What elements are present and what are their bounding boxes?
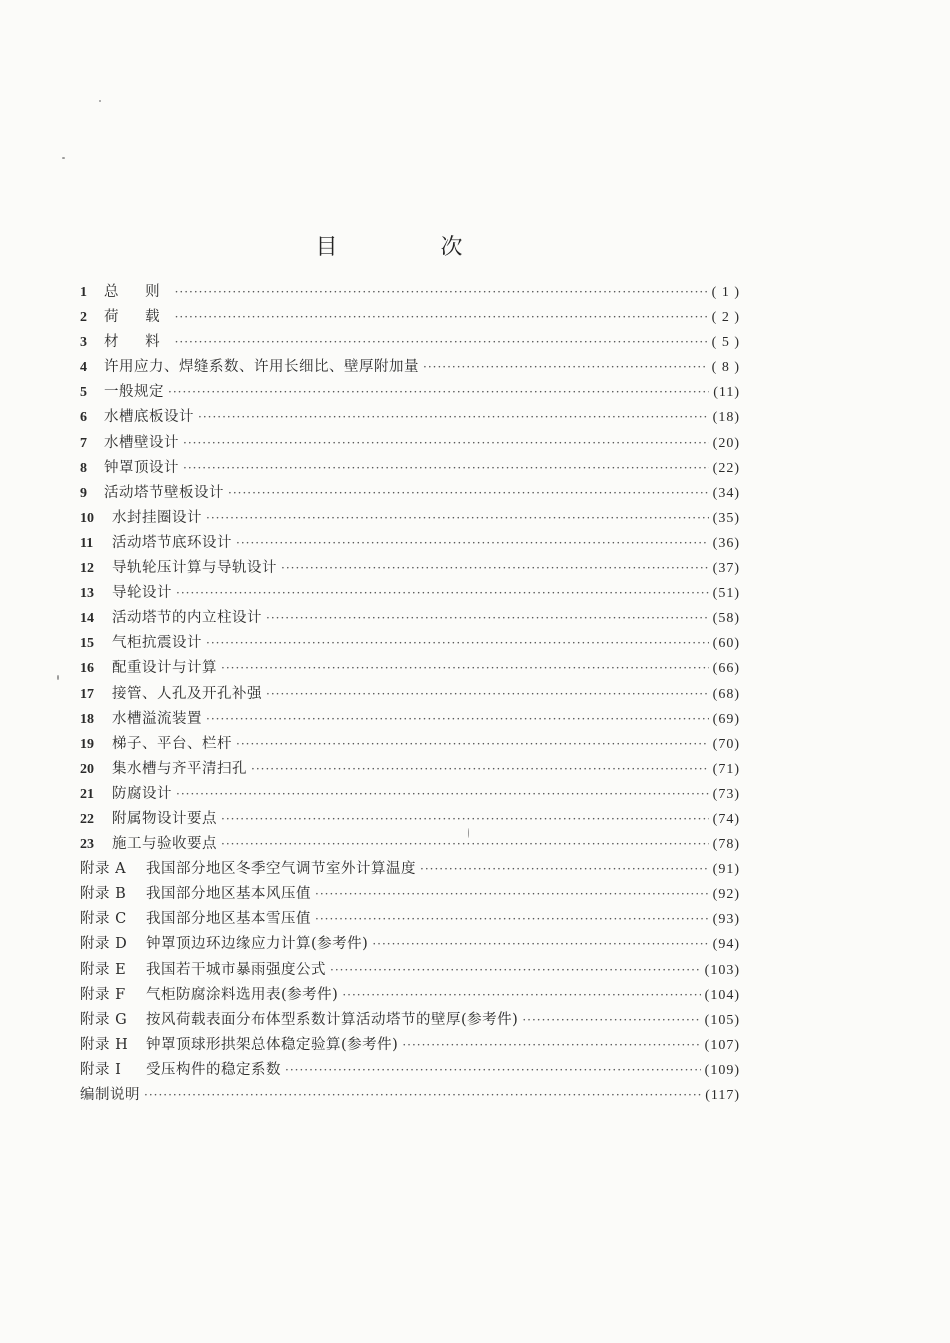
appendix-code: 附录 D — [80, 936, 128, 953]
dot-leader — [183, 436, 709, 450]
toc-appendix[interactable] — [80, 1033, 740, 1058]
appendix-page: (91) — [712, 862, 740, 878]
appendix-page: (93) — [712, 912, 740, 928]
appendix-label: 我国部分地区基本雪压值 — [146, 911, 311, 928]
entry-label: 集水槽与齐平清扫孔 — [112, 760, 247, 777]
dot-leader — [206, 636, 709, 650]
toc-entry[interactable] — [80, 782, 740, 807]
dot-leader — [198, 410, 709, 424]
appendix-code: 附录 C — [80, 911, 127, 928]
toc-entry[interactable] — [80, 330, 740, 355]
dot-leader — [144, 1088, 701, 1102]
entry-label: 一般规定 — [104, 384, 164, 401]
toc-entry[interactable] — [80, 305, 740, 330]
toc-entry[interactable] — [80, 481, 740, 506]
entry-number: 14 — [80, 611, 94, 627]
entry-number: 21 — [80, 786, 94, 802]
toc-entry[interactable] — [80, 631, 740, 656]
entry-label: 导轮设计 — [112, 585, 172, 602]
appendix-page: (107) — [704, 1037, 740, 1053]
entry-label: 防腐设计 — [112, 785, 172, 802]
dot-leader — [176, 586, 709, 600]
dot-leader — [372, 937, 708, 951]
dot-leader — [402, 1038, 700, 1052]
entry-label: 施工与验收要点 — [112, 836, 217, 853]
dot-leader — [315, 912, 709, 926]
entry-label: 水槽溢流装置 — [112, 710, 202, 727]
entry-number: 11 — [80, 535, 94, 551]
entry-page: (51) — [712, 586, 740, 602]
appendix-page: (92) — [712, 887, 740, 903]
entry-label: 水槽壁设计 — [104, 434, 179, 451]
entry-page: (66) — [712, 661, 740, 677]
appendix-code: 附录 F — [80, 986, 126, 1003]
entry-number: 5 — [80, 385, 87, 401]
toc-appendix[interactable] — [80, 907, 740, 932]
dot-leader — [176, 787, 709, 801]
toc-entry[interactable] — [80, 355, 740, 380]
entry-number: 17 — [80, 686, 94, 702]
scan-speck — [99, 100, 101, 102]
entry-number: 7 — [80, 435, 87, 451]
toc-appendix[interactable] — [80, 857, 740, 882]
toc-entry[interactable] — [80, 531, 740, 556]
appendix-code: 附录 H — [80, 1036, 129, 1053]
appendix-page: (103) — [704, 962, 740, 978]
toc-closing[interactable] — [80, 1083, 740, 1108]
entry-page: (74) — [712, 811, 740, 827]
appendix-page: (94) — [712, 937, 740, 953]
entry-number: 20 — [80, 761, 94, 777]
entry-number: 23 — [80, 837, 94, 853]
toc-entry[interactable] — [80, 581, 740, 606]
toc-entry[interactable] — [80, 556, 740, 581]
appendix-page: (109) — [704, 1062, 740, 1078]
entry-page: (69) — [712, 711, 740, 727]
appendix-label: 按风荷载表面分布体型系数计算活动塔节的壁厚(参考件) — [146, 1011, 519, 1028]
entry-page: (78) — [712, 837, 740, 853]
scan-speck — [62, 157, 65, 159]
toc-appendix[interactable] — [80, 932, 740, 957]
appendix-label: 我国若干城市暴雨强度公式 — [146, 961, 326, 978]
table-of-contents — [80, 280, 740, 1108]
entry-label: 水封挂圈设计 — [112, 509, 202, 526]
toc-entry[interactable] — [80, 832, 740, 857]
dot-leader — [206, 712, 709, 726]
entry-page: (20) — [712, 435, 740, 451]
entry-label: 附属物设计要点 — [112, 810, 217, 827]
toc-appendix[interactable] — [80, 983, 740, 1008]
entry-page: (22) — [712, 460, 740, 476]
appendix-label: 我国部分地区冬季空气调节室外计算温度 — [146, 861, 416, 878]
appendix-code: 附录 I — [80, 1061, 122, 1078]
toc-appendix[interactable] — [80, 958, 740, 983]
entry-page: (58) — [712, 611, 740, 627]
entry-label: 许用应力、焊缝系数、许用长细比、壁厚附加量 — [104, 359, 419, 376]
closing-label: 编制说明 — [80, 1087, 140, 1103]
toc-entry[interactable] — [80, 456, 740, 481]
appendix-page: (105) — [704, 1012, 740, 1028]
dot-leader — [266, 611, 709, 625]
dot-leader — [266, 687, 709, 701]
appendix-label: 钟罩顶球形拱架总体稳定验算(参考件) — [146, 1036, 399, 1053]
appendix-code: 附录 E — [80, 961, 127, 978]
entry-page: (36) — [712, 535, 740, 551]
entry-page: (70) — [712, 736, 740, 752]
dot-leader — [221, 837, 709, 851]
dot-leader — [281, 561, 709, 575]
entry-label: 活动塔节底环设计 — [112, 534, 232, 551]
toc-entry[interactable] — [80, 682, 740, 707]
entry-page: (71) — [712, 761, 740, 777]
appendix-code: 附录 A — [80, 861, 127, 878]
dot-leader — [175, 335, 708, 349]
entry-label: 活动塔节的内立柱设计 — [112, 610, 262, 627]
dot-leader — [236, 737, 709, 751]
entry-page: (34) — [712, 485, 740, 501]
entry-number: 18 — [80, 711, 94, 727]
dot-leader — [342, 988, 700, 1002]
entry-page: ( 2 ) — [711, 310, 740, 326]
appendix-label: 气柜防腐涂料选用表(参考件) — [146, 986, 339, 1003]
entry-label: 导轨轮压计算与导轨设计 — [112, 560, 277, 577]
dot-leader — [315, 887, 709, 901]
dot-leader — [206, 511, 709, 525]
toc-entry[interactable] — [80, 280, 740, 305]
entry-label: 荷 载 — [104, 309, 171, 326]
entry-page: ( 8 ) — [711, 360, 740, 376]
toc-entry[interactable] — [80, 707, 740, 732]
entry-number: 12 — [80, 561, 94, 577]
toc-entry[interactable] — [80, 380, 740, 405]
entry-page: (60) — [712, 636, 740, 652]
toc-appendix[interactable] — [80, 1058, 740, 1083]
entry-number: 1 — [80, 285, 87, 300]
toc-appendix[interactable] — [80, 1008, 740, 1033]
entry-label: 材 料 — [104, 334, 171, 351]
appendix-label: 我国部分地区基本风压值 — [146, 886, 311, 903]
dot-leader — [228, 486, 709, 500]
closing-page: (117) — [705, 1088, 740, 1103]
entry-number: 8 — [80, 460, 87, 476]
entry-page: (35) — [712, 510, 740, 526]
dot-leader — [285, 1063, 701, 1077]
toc-entry[interactable] — [80, 732, 740, 757]
entry-number: 2 — [80, 310, 87, 326]
toc-entry[interactable] — [80, 757, 740, 782]
entry-page: ( 1 ) — [711, 285, 740, 300]
appendix-code: 附录 G — [80, 1011, 128, 1028]
entry-label: 气柜抗震设计 — [112, 635, 202, 652]
entry-number: 9 — [80, 485, 87, 501]
entry-label: 钟罩顶设计 — [104, 459, 179, 476]
entry-label: 接管、人孔及开孔补强 — [112, 685, 262, 702]
entry-label: 配重设计与计算 — [112, 660, 217, 677]
dot-leader — [236, 536, 709, 550]
entry-number: 16 — [80, 661, 94, 677]
entry-page: (68) — [712, 686, 740, 702]
dot-leader — [221, 661, 709, 675]
toc-entry[interactable] — [80, 405, 740, 430]
dot-leader — [175, 285, 708, 299]
page-title: 目 次 — [315, 235, 511, 260]
entry-number: 19 — [80, 736, 94, 752]
dot-leader — [221, 812, 709, 826]
appendix-label: 受压构件的稳定系数 — [146, 1061, 281, 1078]
entry-page: (37) — [712, 561, 740, 577]
entry-number: 22 — [80, 811, 94, 827]
scan-speck — [57, 675, 59, 680]
entry-page: (18) — [712, 410, 740, 426]
entry-number: 15 — [80, 636, 94, 652]
toc-entry[interactable] — [80, 606, 740, 631]
toc-entry[interactable] — [80, 431, 740, 456]
appendix-label: 钟罩顶边环边缘应力计算(参考件) — [146, 936, 369, 953]
entry-number: 10 — [80, 510, 94, 526]
dot-leader — [168, 385, 709, 399]
dot-leader — [251, 762, 709, 776]
appendix-code: 附录 B — [80, 886, 127, 903]
entry-number: 6 — [80, 410, 87, 426]
toc-entry[interactable] — [80, 506, 740, 531]
entry-number: 13 — [80, 586, 94, 602]
entry-label: 总 则 — [104, 284, 171, 300]
entry-page: ( 5 ) — [711, 335, 740, 351]
entry-label: 梯子、平台、栏杆 — [112, 735, 232, 752]
appendix-page: (104) — [704, 987, 740, 1003]
toc-appendix[interactable] — [80, 882, 740, 907]
toc-entry[interactable] — [80, 656, 740, 681]
dot-leader — [423, 360, 708, 374]
dot-leader — [183, 461, 709, 475]
entry-number: 4 — [80, 360, 87, 376]
entry-label: 活动塔节壁板设计 — [104, 484, 224, 501]
scan-speck — [468, 828, 469, 838]
dot-leader — [330, 963, 701, 977]
entry-number: 3 — [80, 335, 87, 351]
toc-entry[interactable] — [80, 807, 740, 832]
dot-leader — [175, 310, 708, 324]
entry-label: 水槽底板设计 — [104, 409, 194, 426]
dot-leader — [420, 862, 709, 876]
entry-page: (11) — [713, 385, 740, 401]
entry-page: (73) — [712, 786, 740, 802]
dot-leader — [522, 1013, 700, 1027]
